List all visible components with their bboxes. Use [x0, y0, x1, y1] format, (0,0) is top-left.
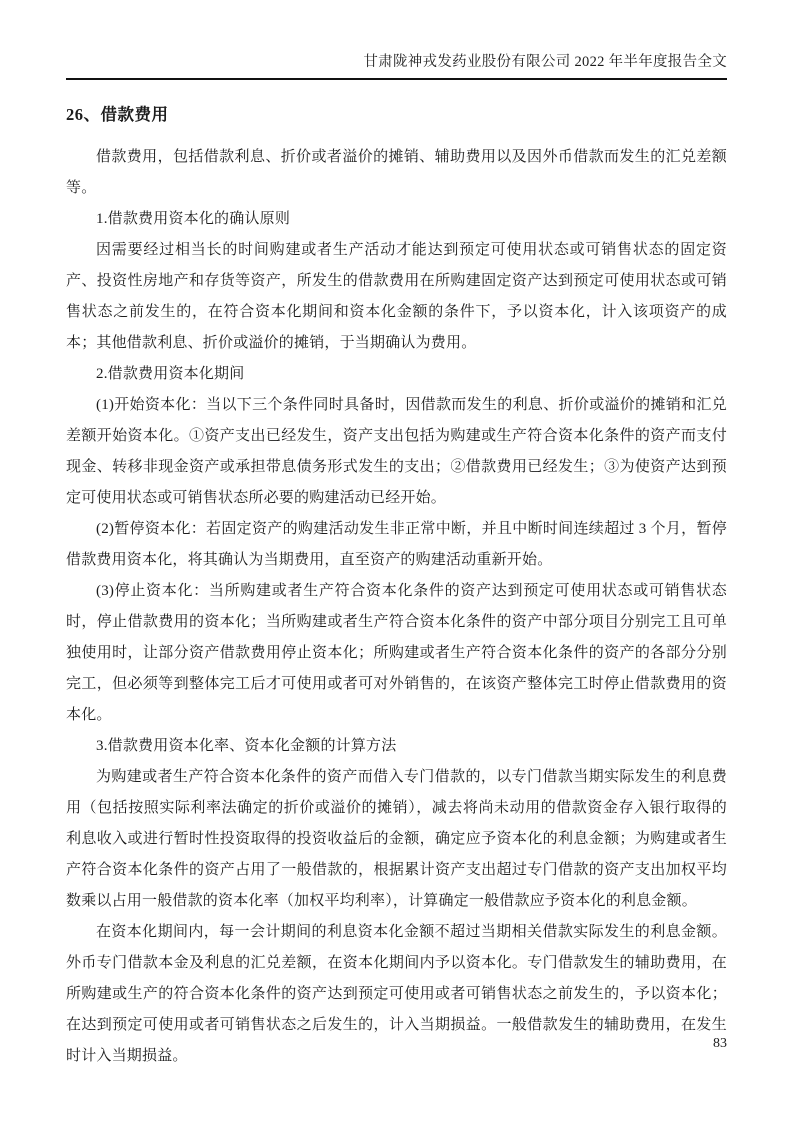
- paragraph-heading: 2.借款费用资本化期间: [96, 366, 245, 382]
- paragraph: 为购建或者生产符合资本化条件的资产而借入专门借款的，以专门借款当期实际发生的利息费用（包括按照实际利率法确定的折价或溢价的摊销），减去将尚未动用的借款资金存入银行取得的利息收入或进行暂时性投资取得的投资收益后的金额，确定应予资本化的利息金额；为购建或者生产符合资本化条件的资产占用了一般借款的，根据累计资产支出超过专门借款的资产支出加权平均数乘以占用一般借款的资本化率（加权平均利率），计算确定一般借款应予资本化的利息金额。: [66, 769, 727, 909]
- paragraph: (1)开始资本化：当以下三个条件同时具备时，因借款而发生的利息、折价或溢价的摊销和汇兑差额开始资本化。①资产支出已经发生，资产支出包括为购建或生产符合资本化条件的资产而支付现金、转移非现金资产或承担带息债务形式发生的支出；②借款费用已经发生；③为使资产达到预定可使用状态或可销售状态所必要的购建活动已经开始。: [66, 397, 727, 506]
- paragraph-heading: 3.借款费用资本化率、资本化金额的计算方法: [96, 738, 397, 754]
- paragraph: (2)暂停资本化：若固定资产的购建活动发生非正常中断，并且中断时间连续超过 3 个月，暂停借款费用资本化，将其确认为当期费用，直至资产的购建活动重新开始。: [66, 521, 727, 568]
- paragraph: 借款费用，包括借款利息、折价或者溢价的摊销、辅助费用以及因外币借款而发生的汇兑差额等。: [66, 149, 727, 196]
- page-number: 83: [713, 1036, 727, 1051]
- paragraph: 因需要经过相当长的时间购建或者生产活动才能达到预定可使用状态或可销售状态的固定资产、投资性房地产和存货等资产，所发生的借款费用在所购建固定资产达到预定可使用状态或可销售状态之前发生的，在符合资本化期间和资本化金额的条件下，予以资本化，计入该项资产的成本；其他借款利息、折价或溢价的摊销，于当期确认为费用。: [66, 242, 727, 351]
- page-content: [0, 52, 793, 1072]
- running-header: [66, 52, 727, 80]
- section-title: 26、借款费用: [66, 105, 169, 124]
- body-text: [66, 142, 727, 1072]
- paragraph: (3)停止资本化：当所购建或者生产符合资本化条件的资产达到预定可使用状态或可销售状态时，停止借款费用的资本化；当所购建或者生产符合资本化条件的资产中部分项目分别完工且可单独使用时，让部分资产借款费用停止资本化；所购建或者生产符合资本化条件的资产的各部分分别完工，但必须等到整体完工后才可使用或者可对外销售的，在该资产整体完工时停止借款费用的资本化。: [66, 583, 727, 723]
- paragraph-heading: 1.借款费用资本化的确认原则: [96, 211, 291, 227]
- paragraph: 在资本化期间内，每一会计期间的利息资本化金额不超过当期相关借款实际发生的利息金额。外币专门借款本金及利息的汇兑差额，在资本化期间内予以资本化。专门借款发生的辅助费用，在所购建或生产的符合资本化条件的资产达到预定可使用或者可销售状态之前发生的，予以资本化；在达到预定可使用或者可销售状态之后发生的，计入当期损益。一般借款发生的辅助费用，在发生时计入当期损益。: [66, 924, 727, 1064]
- running-header-title: 甘肃陇神戎发药业股份有限公司 2022 年半年度报告全文: [363, 54, 727, 70]
